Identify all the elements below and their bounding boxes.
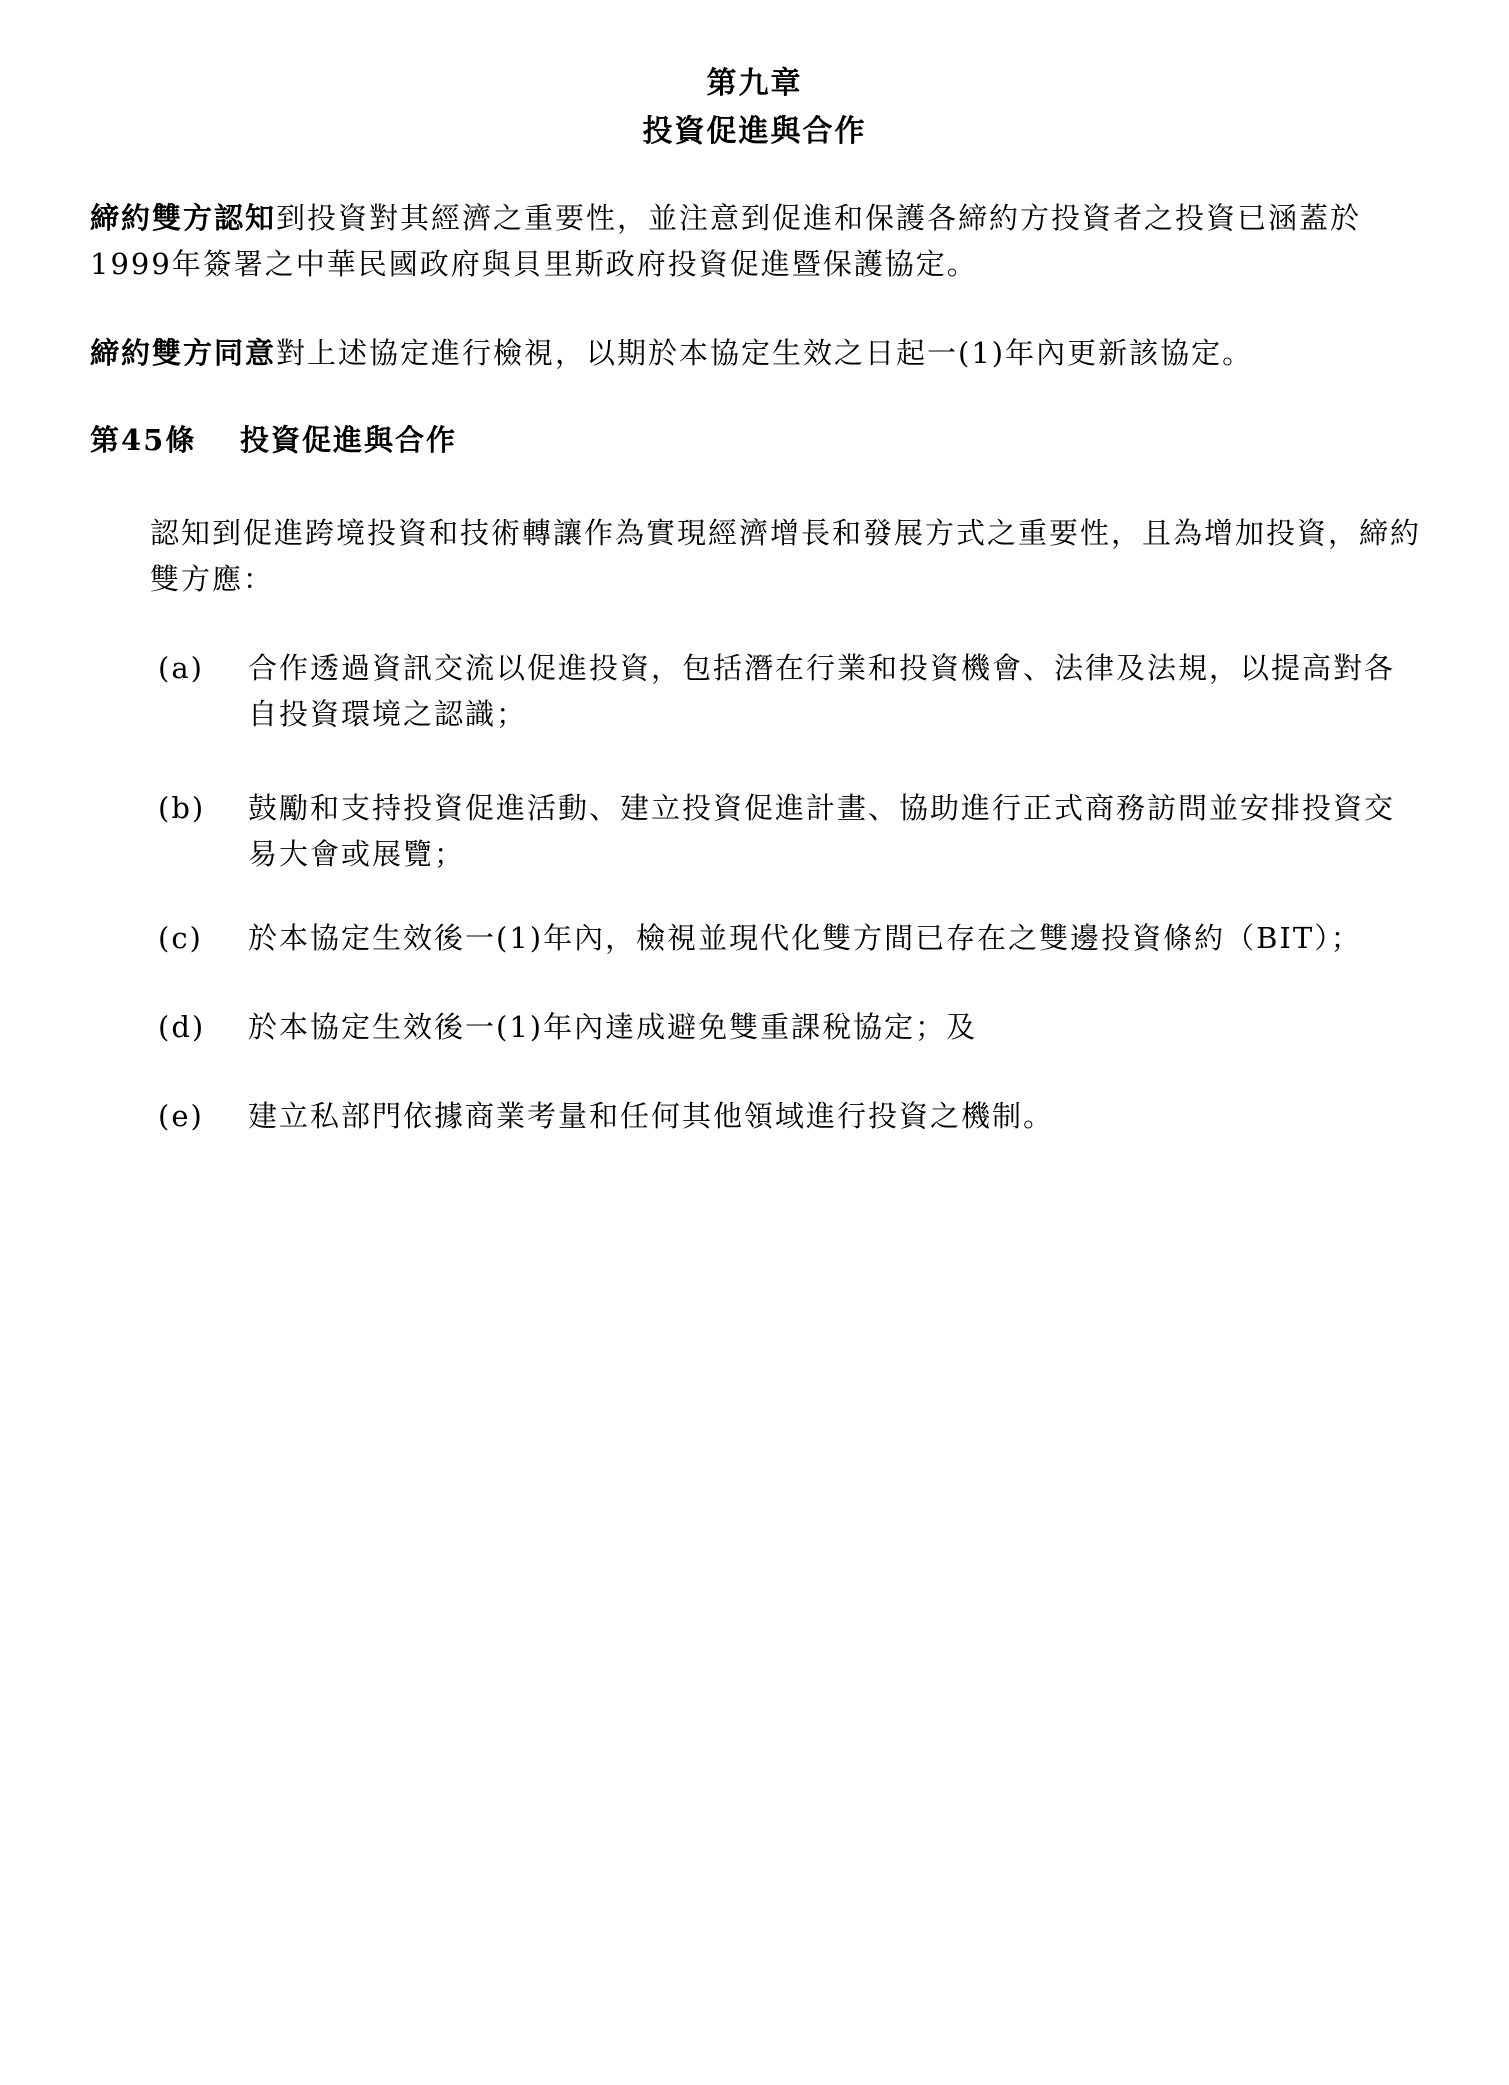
paragraph-lead: 締約雙方認知 — [90, 201, 277, 235]
chapter-number: 第九章 — [706, 66, 803, 101]
list-marker: (c) — [158, 921, 203, 955]
article-title: 投資促進與合作 — [240, 423, 458, 457]
paragraph-lead: 締約雙方同意 — [90, 336, 277, 370]
list-item-text: 合作透過資訊交流以促進投資，包括潛在行業和投資機會、法律及法規，以提高對各自投資環境之認識； — [248, 651, 1396, 731]
paragraph-recognition — [90, 195, 1430, 287]
list-marker: (b) — [158, 791, 206, 825]
paragraph-agreement — [90, 330, 1430, 376]
chapter-title: 投資促進與合作 — [642, 114, 867, 149]
list-item-text: 於本協定生效後一(1)年內，檢視並現代化雙方間已存在之雙邊投資條約（BIT）； — [248, 921, 1362, 955]
article-number: 第45條 — [90, 423, 197, 457]
article-heading — [90, 420, 457, 460]
list-marker: (a) — [158, 651, 204, 685]
list-marker: (e) — [158, 1099, 204, 1133]
article-intro: 認知到促進跨境投資和技術轉讓作為實現經濟增長和發展方式之重要性，且為增加投資，締約雙方應： — [150, 516, 1422, 596]
list-item-text: 鼓勵和支持投資促進活動、建立投資促進計畫、協助進行正式商務訪問並安排投資交易大會或展覽； — [248, 791, 1396, 871]
paragraph-text: 到投資對其經濟之重要性，並注意到促進和保護各締約方投資者之投資已涵蓋於1999年簽署之中華民國政府與貝里斯政府投資促進暨保護協定。 — [90, 201, 1362, 281]
paragraph-text: 對上述協定進行檢視，以期於本協定生效之日起一(1)年內更新該協定。 — [276, 336, 1254, 370]
list-item-text: 於本協定生效後一(1)年內達成避免雙重課稅協定；及 — [248, 1010, 978, 1044]
list-marker: (d) — [158, 1010, 206, 1044]
list-item-text: 建立私部門依據商業考量和任何其他領域進行投資之機制。 — [248, 1099, 1055, 1133]
